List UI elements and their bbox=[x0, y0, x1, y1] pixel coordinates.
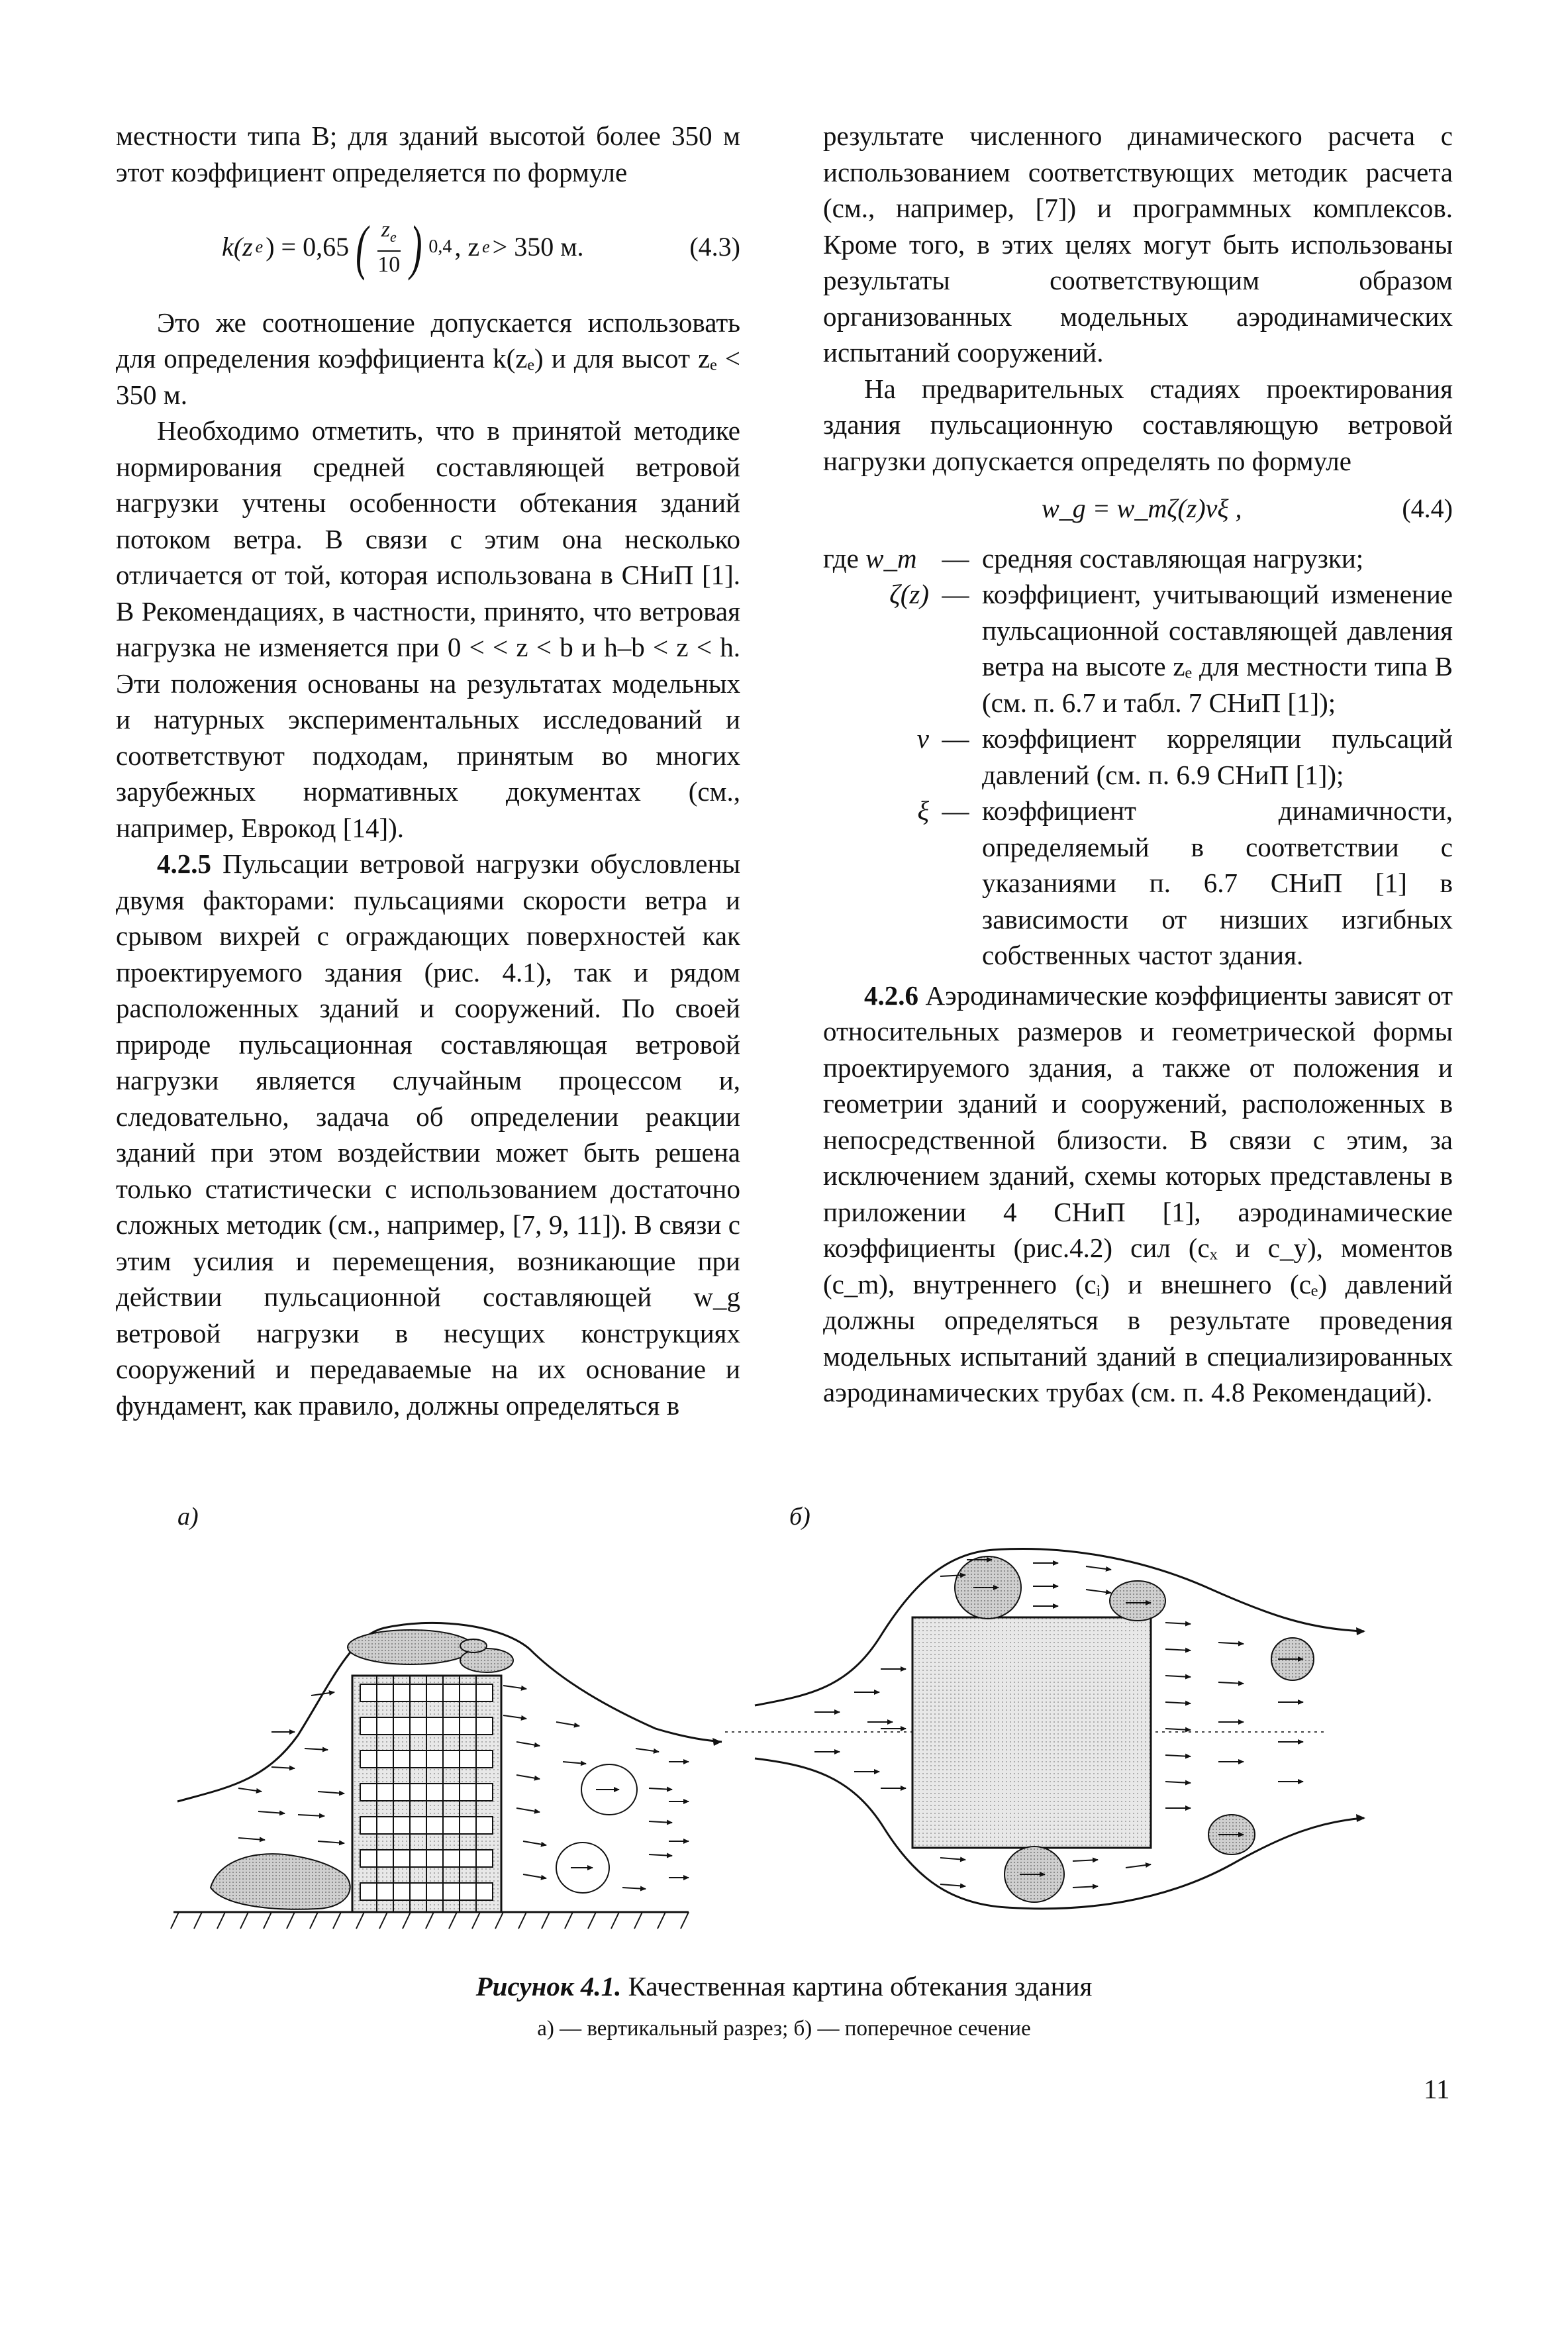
definition-symbol: ζ(z) bbox=[889, 579, 929, 609]
left-paragraph-3: Необходимо отметить, что в принятой методике нормирования средней составляющей ветровой нагрузки учтены особенности обтекания зданий потоком ветра. В связи с этим она несколько отличается от той, которая использована в СНиП [1]. В Рекомендациях, в частности, принято, что ветровая нагрузка не изменяется при 0 < < z < b и h–b < z < h. Эти положения основаны на результатах модельных и натурных экспериментальных исследований и соответствуют подходам, принятым во многих зарубежных нормативных документах (см., например, Еврокод [14]). bbox=[116, 415, 740, 843]
section-number-4-2-5: 4.2.5 bbox=[157, 848, 211, 880]
definitions-where: где w_m bbox=[823, 542, 917, 574]
building-section bbox=[912, 1617, 1151, 1848]
page-number: 11 bbox=[1424, 2074, 1450, 2104]
right-paragraph-2: На предварительных стадиях проектирования здания пульсационную составляющую ветровой нагрузки допускается определять по формуле bbox=[823, 373, 1453, 476]
definition-text: средняя составляющая нагрузки; bbox=[982, 542, 1364, 574]
figure-label-b: б) bbox=[789, 1503, 810, 1531]
figure-caption bbox=[0, 1970, 1568, 2002]
figure-caption-text: Качественная картина обтекания здания bbox=[621, 1971, 1093, 2001]
section-number-4-2-6: 4.2.6 bbox=[864, 980, 918, 1011]
windward-vortex bbox=[211, 1854, 350, 1909]
right-paragraph-3: 4.2.6 Аэродинамические коэффициенты зависят от относительных размеров и геометрической формы проектируемого здания, а также от положения и геометрии зданий и сооружений, расположенных в непосредственной близости. В связи с этим, за исключением зданий, схемы которых представлены в приложении 4 СНиП [1], аэродинамические коэффициенты (рис.4.2) сил (cₓ и c_y), моментов (c_m), внутреннего (cᵢ) и внешнего (cₑ) давлений должны определяться в результате проведения модельных испытаний зданий в специализированных аэродинамических трубах (см. п. 4.8 Рекомендаций). bbox=[823, 980, 1453, 1407]
definition-text: коэффициент, учитывающий изменение пульсационной составляющей давления ветра на высоте zₑ для местности типа B (см. п. 6.7 и табл. 7 СНиП [1]); bbox=[982, 579, 1453, 718]
figure-subcaption: а) — вертикальный разрез; б) — поперечное сечение bbox=[537, 2017, 1031, 2041]
figure-label-a: а) bbox=[177, 1503, 199, 1531]
left-paragraph-1: местности типа B; для зданий высотой более 350 м этот коэффициент определяется по формуле bbox=[116, 121, 740, 187]
definition-text: коэффициент динамичности, определяемый в соответствии с указаниями п. 6.7 СНиП [1] в зависимости от низших изгибных собственных частот здания. bbox=[982, 795, 1453, 970]
definitions-list: где w_m — средняя составляющая нагрузки; ζ(z) — коэффициент, учитывающий изменение пульсационной составляющей давления ветра на высоте zₑ для местности типа B (см. п. 6.7 и табл. 7 СНиП [1]); ν — коэффициент корреляции пульсаций давлений (см. п. 6.9 СНиП [1]); ξ — коэффициент динамичности, определяемый в соответствии с указаниями п. 6.7 СНиП [1] в зависимости от низших изгибных собственных частот здания. bbox=[823, 540, 1453, 974]
left-paragraph-4: 4.2.5 Пульсации ветровой нагрузки обусловлены двумя факторами: пульсациями скорости ветра и срывом вихрей с ограждающих поверхностей как проектируемого здания (рис. 4.1), так и рядом расположенных зданий и сооружений. По своей природе пульсационная составляющая ветровой нагрузки является случайным процессом и, следовательно, задача об определении реакции зданий при этом воздействии может быть решена только статистически с использованием достаточно сложных методик (см., например, [7, 9, 11]). В связи с этим усилия и перемещения, возникающие при действии пульсационной составляющей w_g ветровой нагрузки в несущих конструкциях сооружений и передаваемые на их основание и фундамент, как правило, должны определяться в bbox=[116, 848, 740, 1421]
definition-text: коэффициент корреляции пульсаций давлений (см. п. 6.9 СНиП [1]); bbox=[982, 723, 1453, 790]
roof-vortex bbox=[348, 1630, 473, 1664]
figure-caption-title: Рисунок 4.1. bbox=[475, 1971, 622, 2001]
right-paragraph-1: результате численного динамического расчета с использованием соответствующих методик расчета (см., например, [7]) и программных комплексов. Кроме того, в этих целях могут быть использованы результаты соответствующим образом организованных модельных аэродинамических испытаний сооружений. bbox=[823, 121, 1453, 368]
formula-4-4-expression: w_g = w_mζ(z)νξ , bbox=[1042, 493, 1242, 523]
formula-4-3-number: (4.3) bbox=[689, 232, 740, 262]
ground-hatching bbox=[171, 1912, 689, 1929]
figure-a-vertical-section bbox=[171, 1623, 722, 1929]
formula-fraction: $\frac{z_e}{10}$ bbox=[377, 217, 401, 277]
left-paragraph-2: Это же соотношение допускается использовать для определения коэффициента k(zₑ) и для высот zₑ < 350 м. bbox=[116, 307, 740, 410]
formula-4-4-number: (4.4) bbox=[1402, 493, 1453, 523]
upper-vortex-small bbox=[1110, 1581, 1165, 1621]
figure-b-cross-section bbox=[725, 1548, 1365, 1908]
definition-symbol: ξ bbox=[917, 795, 929, 826]
definition-symbol: ν bbox=[916, 723, 929, 754]
formula-4-3-expression: k(z e ) = 0,65 ( $\frac{z_e}{10}$ ) 0,4 , z e > 350 м. bbox=[222, 213, 584, 281]
